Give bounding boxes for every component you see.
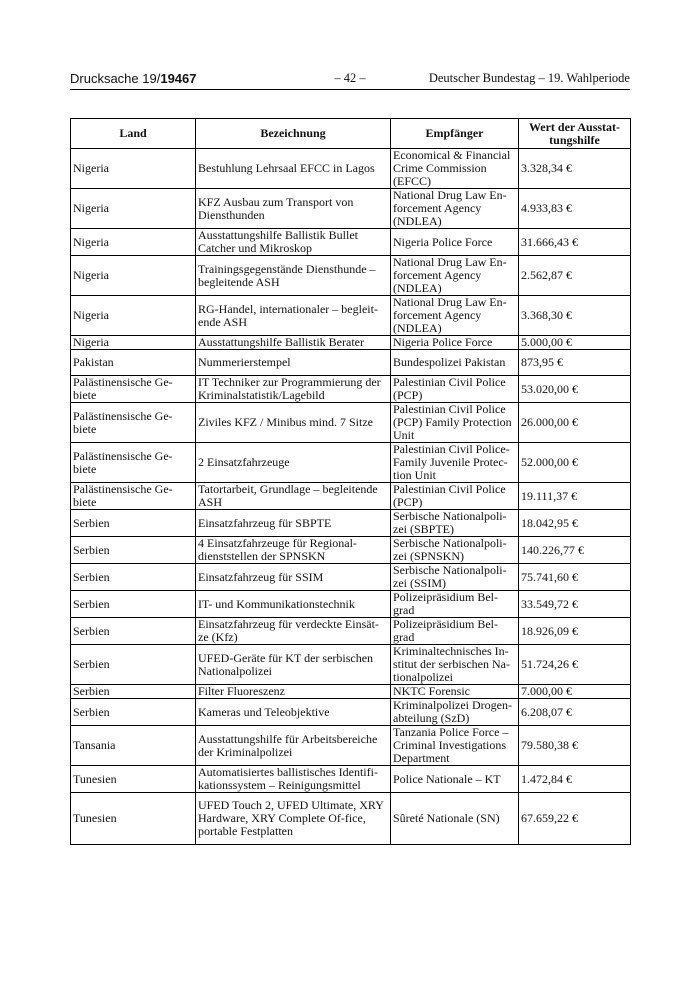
cell-wert: 79.580,38 €: [519, 726, 631, 766]
table-row: [71, 591, 631, 618]
table-row: [71, 483, 631, 510]
equipment-aid-table: [70, 118, 631, 845]
table-row: [71, 510, 631, 537]
cell-land: Nigeria: [71, 149, 196, 189]
cell-empfaenger: National Drug Law En-forcement Agency (NDLEA): [391, 296, 519, 336]
cell-empfaenger: Bundespolizei Pakistan: [391, 350, 519, 376]
cell-wert: 31.666,43 €: [519, 229, 631, 256]
cell-wert: 4.933,83 €: [519, 189, 631, 229]
cell-empfaenger: Sûreté Nationale (SN): [391, 793, 519, 845]
table-row: [71, 793, 631, 845]
cell-wert: 67.659,22 €: [519, 793, 631, 845]
table-row: [71, 336, 631, 350]
cell-land: Nigeria: [71, 189, 196, 229]
table-row: [71, 189, 631, 229]
cell-empfaenger: Palestinian Civil Police (PCP): [391, 483, 519, 510]
cell-bezeichnung: Filter Fluoreszenz: [196, 685, 391, 699]
page-header: [70, 71, 630, 90]
cell-bezeichnung: Automatisiertes ballistisches Identifi-kationssystem – Reinigungsmittel: [196, 766, 391, 793]
cell-wert: 5.000,00 €: [519, 336, 631, 350]
cell-land: Tansania: [71, 726, 196, 766]
cell-land: Palästinensische Ge-biete: [71, 403, 196, 443]
cell-land: Nigeria: [71, 296, 196, 336]
table-row: [71, 537, 631, 564]
cell-bezeichnung: Ziviles KFZ / Minibus mind. 7 Sitze: [196, 403, 391, 443]
cell-empfaenger: Polizeipräsidium Bel-grad: [391, 618, 519, 645]
cell-bezeichnung: 4 Einsatzfahrzeuge für Regional-dienststellen der SPNSKN: [196, 537, 391, 564]
cell-empfaenger: Tanzania Police Force – Criminal Investigations Department: [391, 726, 519, 766]
cell-land: Palästinensische Ge-biete: [71, 483, 196, 510]
cell-land: Palästinensische Ge-biete: [71, 376, 196, 403]
cell-bezeichnung: Bestuhlung Lehrsaal EFCC in Lagos: [196, 149, 391, 189]
cell-bezeichnung: Ausstattungshilfe für Arbeitsbereiche der Kriminalpolizei: [196, 726, 391, 766]
cell-empfaenger: Palestinian Civil Police (PCP): [391, 376, 519, 403]
table-header-row: [71, 119, 631, 149]
cell-empfaenger: Nigeria Police Force: [391, 229, 519, 256]
table-row: [71, 376, 631, 403]
table-row: [71, 149, 631, 189]
cell-land: Serbien: [71, 645, 196, 685]
cell-wert: 75.741,60 €: [519, 564, 631, 591]
document-title: Deutscher Bundestag – 19. Wahlperiode: [428, 71, 630, 85]
cell-bezeichnung: KFZ Ausbau zum Transport von Diensthunden: [196, 189, 391, 229]
cell-land: Serbien: [71, 510, 196, 537]
cell-wert: 51.724,26 €: [519, 645, 631, 685]
cell-bezeichnung: Ausstattungshilfe Ballistik Berater: [196, 336, 391, 350]
cell-empfaenger: Palestinian Civil Police-Family Juvenile Protec-tion Unit: [391, 443, 519, 483]
cell-land: Serbien: [71, 685, 196, 699]
cell-wert: 140.226,77 €: [519, 537, 631, 564]
cell-bezeichnung: Einsatzfahrzeug für verdeckte Einsät-ze (Kfz): [196, 618, 391, 645]
table-body: [71, 149, 631, 845]
cell-wert: 2.562,87 €: [519, 256, 631, 296]
cell-bezeichnung: UFED Touch 2, UFED Ultimate, XRY Hardware, XRY Complete Of-fice, portable Festplatten: [196, 793, 391, 845]
cell-land: Nigeria: [71, 256, 196, 296]
cell-empfaenger: Nigeria Police Force: [391, 336, 519, 350]
table-row: [71, 296, 631, 336]
cell-bezeichnung: RG-Handel, internationaler – begleit-ende ASH: [196, 296, 391, 336]
table-row: [71, 443, 631, 483]
column-header-land: Land: [71, 119, 196, 149]
cell-wert: 3.328,34 €: [519, 149, 631, 189]
cell-wert: 873,95 €: [519, 350, 631, 376]
table-row: [71, 726, 631, 766]
cell-wert: 53.020,00 €: [519, 376, 631, 403]
cell-empfaenger: Palestinian Civil Police (PCP) Family Protection Unit: [391, 403, 519, 443]
cell-land: Tunesien: [71, 766, 196, 793]
cell-wert: 6.208,07 €: [519, 699, 631, 726]
cell-bezeichnung: Trainingsgegenstände Diensthunde – begleitende ASH: [196, 256, 391, 296]
cell-land: Pakistan: [71, 350, 196, 376]
table-row: [71, 766, 631, 793]
column-header-empfaenger: Empfänger: [391, 119, 519, 149]
table-row: [71, 645, 631, 685]
cell-wert: 18.042,95 €: [519, 510, 631, 537]
cell-empfaenger: Polizeipräsidium Bel-grad: [391, 591, 519, 618]
cell-bezeichnung: Tatortarbeit, Grundlage – begleitende ASH: [196, 483, 391, 510]
cell-empfaenger: National Drug Law En-forcement Agency (NDLEA): [391, 256, 519, 296]
cell-wert: 7.000,00 €: [519, 685, 631, 699]
table-row: [71, 564, 631, 591]
cell-wert: 52.000,00 €: [519, 443, 631, 483]
cell-land: Palästinensische Ge-biete: [71, 443, 196, 483]
cell-bezeichnung: IT Techniker zur Programmierung der Kriminalstatistik/Lagebild: [196, 376, 391, 403]
cell-land: Serbien: [71, 591, 196, 618]
cell-bezeichnung: Einsatzfahrzeug für SSIM: [196, 564, 391, 591]
cell-bezeichnung: Nummerierstempel: [196, 350, 391, 376]
cell-bezeichnung: Kameras und Teleobjektive: [196, 699, 391, 726]
column-header-wert: Wert der Ausstat-tungshilfe: [519, 119, 631, 149]
cell-wert: 19.111,37 €: [519, 483, 631, 510]
cell-wert: 26.000,00 €: [519, 403, 631, 443]
doc-number-bold: 19467: [160, 71, 197, 86]
cell-land: Serbien: [71, 699, 196, 726]
table-row: [71, 699, 631, 726]
cell-land: Nigeria: [71, 229, 196, 256]
cell-wert: 3.368,30 €: [519, 296, 631, 336]
cell-land: Serbien: [71, 564, 196, 591]
cell-land: Tunesien: [71, 793, 196, 845]
cell-land: Serbien: [71, 537, 196, 564]
cell-wert: 18.926,09 €: [519, 618, 631, 645]
cell-empfaenger: Economical & Financial Crime Commission (EFCC): [391, 149, 519, 189]
cell-wert: 33.549,72 €: [519, 591, 631, 618]
cell-land: Serbien: [71, 618, 196, 645]
cell-bezeichnung: Einsatzfahrzeug für SBPTE: [196, 510, 391, 537]
cell-empfaenger: Kriminalpolizei Drogen-abteilung (SzD): [391, 699, 519, 726]
table-row: [71, 256, 631, 296]
cell-empfaenger: National Drug Law En-forcement Agency (NDLEA): [391, 189, 519, 229]
cell-empfaenger: Police Nationale – KT: [391, 766, 519, 793]
table-row: [71, 618, 631, 645]
table-row: [71, 685, 631, 699]
doc-label: Drucksache: [70, 71, 139, 86]
cell-wert: 1.472,84 €: [519, 766, 631, 793]
cell-land: Nigeria: [71, 336, 196, 350]
table-row: [71, 229, 631, 256]
cell-empfaenger: NKTC Forensic: [391, 685, 519, 699]
doc-number-prefix: 19/: [142, 71, 161, 86]
cell-empfaenger: Serbische Nationalpoli-zei (SPNSKN): [391, 537, 519, 564]
table-row: [71, 350, 631, 376]
cell-empfaenger: Serbische Nationalpoli-zei (SSIM): [391, 564, 519, 591]
table-row: [71, 403, 631, 443]
cell-bezeichnung: IT- und Kommunikationstechnik: [196, 591, 391, 618]
column-header-bezeichnung: Bezeichnung: [196, 119, 391, 149]
cell-bezeichnung: UFED-Geräte für KT der serbischen Nationalpolizei: [196, 645, 391, 685]
cell-empfaenger: Kriminaltechnisches In-stitut der serbischen Na-tionalpolizei: [391, 645, 519, 685]
cell-empfaenger: Serbische Nationalpoli-zei (SBPTE): [391, 510, 519, 537]
cell-bezeichnung: Ausstattungshilfe Ballistik Bullet Catcher und Mikroskop: [196, 229, 391, 256]
cell-bezeichnung: 2 Einsatzfahrzeuge: [196, 443, 391, 483]
page-number: – 42 –: [334, 71, 366, 85]
